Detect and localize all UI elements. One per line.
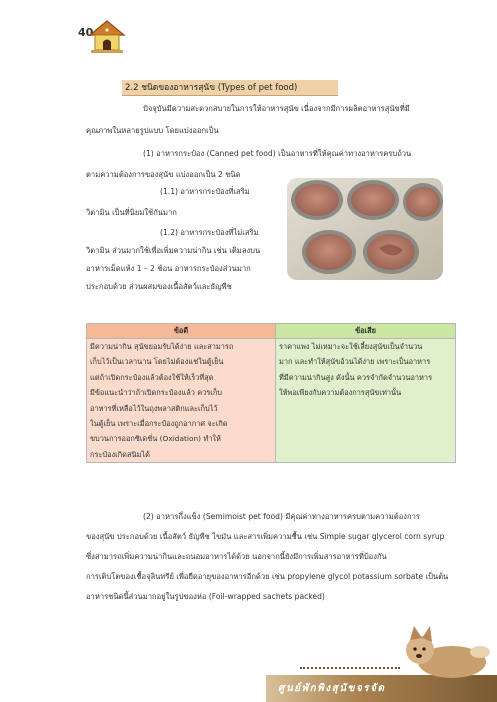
cons-line: ราคาแพง ไม่เหมาะจะใช้เลี้ยงสุนัขเป็นจำนวน <box>279 342 423 351</box>
cons-line: ให้พอเพียงกับความต้องการสุนัขเท่านั้น <box>279 388 402 398</box>
footer-text: ศูนย์พักพิงสุนัขจรจัด <box>278 683 386 694</box>
semimoist-line-2: ของสุนัข ประกอบด้วย เนื้อสัตว์ ธัญพืช ไขมัน และสารเพิ่มความชื้น เช่น Simple sugar glycerol corn syrup <box>86 532 445 541</box>
pros-header: ข้อดี <box>87 324 276 339</box>
pros-cell <box>87 339 276 463</box>
doghouse-icon <box>88 18 126 54</box>
cons-line: ที่มีความน่ากินสูง ดังนั้น ควรจำกัดจำนวนอาหาร <box>279 372 433 382</box>
section-heading: 2.2 ชนิดของอาหารสุนัข (Types of pet food) <box>122 80 338 96</box>
semimoist-line-4: การเติบโตของเชื้อจุลินทรีย์ เพื่อยืดอายุของอาหารอีกด้วย เช่น propylene glycol potassium sorbate เป็นต้น <box>86 572 449 581</box>
canned-sub-2-label: (1.2) อาหารกระป๋องที่ไม่เสริม <box>160 228 259 237</box>
pros-line: มีข้อแนะนำว่าถ้าเปิดกระป๋องแล้ว ควรเก็บ <box>90 388 222 398</box>
canned-sub-1-text: วิตามิน เป็นที่นิยมใช้กันมาก <box>86 208 177 217</box>
canned-sub-2-text-3: ประกอบด้วย ส่วนผสมของเนื้อสัตว์และธัญพืช <box>86 282 232 291</box>
pros-line: แต่ถ้าเปิดกระป๋องแล้วต้องใช้ให้เร็วที่สุด <box>90 372 214 382</box>
cons-header: ข้อเสีย <box>276 324 456 339</box>
canned-heading-line: (1) อาหารกระป๋อง (Canned pet food) เป็นอาหารที่ให้คุณค่าทางอาหารครบถ้วน <box>143 149 412 158</box>
pros-line: มีความน่ากิน สุนัขยอมรับได้ง่าย และสามารถ <box>90 342 234 351</box>
page-number: 40 <box>78 26 94 39</box>
canned-sub-1-label: (1.1) อาหารกระป๋องที่เสริม <box>160 187 250 196</box>
pros-cons-table <box>86 323 456 463</box>
footer-dotted-rule <box>300 667 400 669</box>
pros-line: ในตู้เย็น เพราะเมื่อกระป๋องถูกอากาศ จะเกิด <box>90 419 228 429</box>
cons-cell <box>276 339 456 463</box>
canned-food-photo <box>287 178 443 280</box>
semimoist-line-3: ซึ่งสามารถเพิ่มความน่ากินและถนอมอาหารได้ด้วย นอกจากนี้ยังมีการเพิ่มสารอาหารที่ป้องกัน <box>86 552 387 561</box>
dog-photo <box>392 622 497 680</box>
pros-line: ขบวนการออกซิเดชั่น (Oxidation) ทำให้ <box>90 434 221 444</box>
semimoist-line-5: อาหารชนิดนี้ส่วนมากอยู่ในรูปของห่อ (Foil-wrapped sachets packed) <box>86 592 325 601</box>
canned-line-2: ตามความต้องการของสุนัข แบ่งออกเป็น 2 ชนิด <box>86 170 241 179</box>
intro-line-2: คุณภาพในหลายรูปแบบ โดยแบ่งออกเป็น <box>86 126 219 135</box>
pros-line: กระป๋องเกิดสนิมได้ <box>90 449 150 459</box>
cons-line: มาก และทำให้สุนัขอ้วนได้ง่าย เพราะเป็นอาหาร <box>279 357 431 367</box>
intro-line-1: ปัจจุบันมีความสะดวกสบายในการให้อาหารสุนัข เนื่องจากมีการผลิตอาหารสุนัขที่มี <box>143 104 410 113</box>
canned-sub-2-text-1: วิตามิน ส่วนมากใช้เพื่อเพิ่มความน่ากิน เช่น เติมลงบน <box>86 246 261 255</box>
pros-line: อาหารที่เหลือไว้ในถุงพลาสติกและเก็บไว้ <box>90 403 218 413</box>
canned-sub-2-text-2: อาหารเม็ดแห้ง 1 – 2 ช้อน อาหารกระป๋องส่วนมาก <box>86 264 251 273</box>
pros-line: เก็บไว้เป็นเวลานาน โดยไม่ต้องแช่ในตู้เย็น <box>90 357 224 367</box>
semimoist-heading-line: (2) อาหารกึ่งแข็ง (Semimoist pet food) มีคุณค่าทางอาหารครบตามความต้องการ <box>143 512 420 521</box>
